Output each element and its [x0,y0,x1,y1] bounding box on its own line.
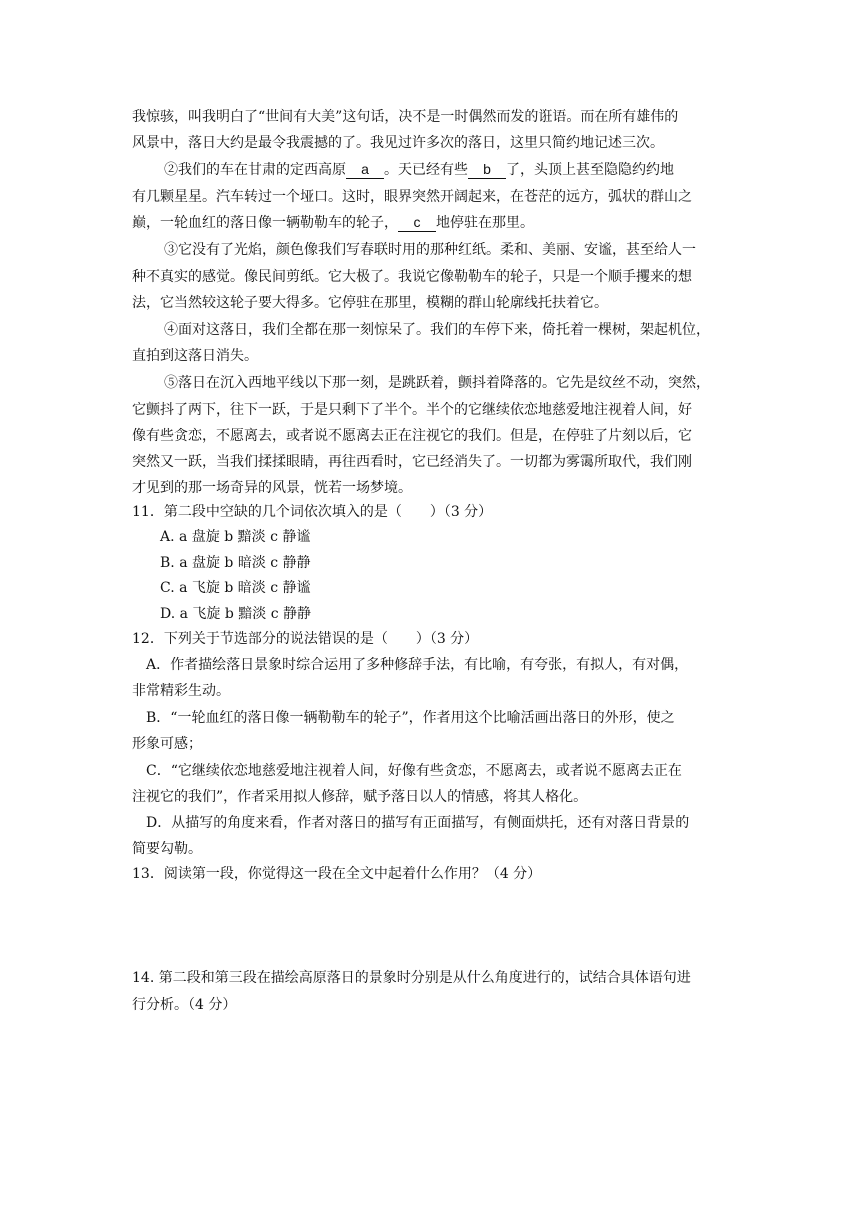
question-11-option-b: B. a 盘旋 b 暗淡 c 静静 [160,555,311,571]
question-11: 11．第二段中空缺的几个词依次填入的是（ ）（3 分） [132,504,493,520]
question-12-option-b-line-1: B．“一轮血红的落日像一辆勒勒车的轮子”，作者用这个比喻活画出落日的外形，使之 [146,710,675,726]
passage-p2-text-3: 了，头顶上甚至隐隐约约地 [506,162,674,178]
blank-a: a [346,161,384,179]
question-12-option-c-line-2: 注视它的我们”，作者采用拟人修辞，赋予落日以人的情感，将其人格化。 [132,789,588,805]
passage-p4-line-2: 直拍到这落日消失。 [132,348,258,364]
question-12-option-d-line-2: 简要勾勒。 [132,841,202,857]
passage-p2-text-1: ②我们的车在甘肃的定西高原 [164,162,346,178]
passage-p1-line-2: 风景中，落日大约是最令我震撼的了。我见过许多次的落日，这里只简约地记述三次。 [132,135,664,151]
passage-p5-line-5: 才见到的那一场奇异的风景，恍若一场梦境。 [132,480,412,496]
question-14-line-2: 行分析。（4 分） [132,997,237,1013]
passage-p1-line-1: 我惊骇，叫我明白了“世间有大美”这句话，决不是一时偶然而发的诳语。而在所有雄伟的 [132,109,679,125]
passage-p5-line-1: ⑤落日在沉入西地平线以下那一刻，是跳跃着，颤抖着降落的。它先是纹丝不动，突然， [164,375,710,391]
passage-p2-line-2: 有几颗星星。汽车转过一个垭口。这时，眼界突然开阔起来，在苍茫的远方，弧状的群山之 [132,189,692,205]
question-14-line-1: 14. 第二段和第三段在描绘高原落日的景象时分别是从什么角度进行的，试结合具体语句进 [132,970,691,986]
question-11-option-c: C. a 飞旋 b 暗淡 c 静谧 [160,580,311,596]
passage-p2-text-5: 地停驻在那里。 [436,215,534,231]
blank-c: c [398,214,436,232]
passage-p5-line-2: 它颤抖了两下，往下一跃，于是只剩下了半个。半个的它继续依恋地慈爱地注视着人间，好 [132,402,692,418]
question-12-option-a-line-2: 非常精彩生动。 [132,683,230,699]
question-12-option-b-line-2: 形象可感； [132,736,202,752]
passage-p5-line-3: 像有些贪恋，不愿离去，或者说不愿离去正在注视它的我们。但是，在停驻了片刻以后，它 [132,428,692,444]
passage-p4-line-1: ④面对这落日，我们全都在那一刻惊呆了。我们的车停下来，倚托着一棵树，架起机位， [164,322,710,338]
question-12-option-a-line-1: A．作者描绘落日景象时综合运用了多种修辞手法，有比喻，有夸张，有拟人，有对偶， [146,657,689,673]
passage-p2-text-4: 巅，一轮血红的落日像一辆勒勒车的轮子， [132,215,398,231]
question-12-option-c-line-1: C．“它继续依恋地慈爱地注视着人间，好像有些贪恋，不愿离去，或者说不愿离去正在 [146,763,682,779]
passage-p5-line-4: 突然又一跃，当我们揉揉眼睛，再往西看时，它已经消失了。一切都为雾霭所取代，我们刚 [132,454,692,470]
question-12-option-d-line-1: D．从描写的角度来看，作者对落日的描写有正面描写，有侧面烘托，还有对落日背景的 [146,815,690,831]
passage-p3-line-1: ③它没有了光焰，颜色像我们写春联时用的那种红纸。柔和、美丽、安谧，甚至给人一 [164,242,696,258]
passage-p3-line-2: 种不真实的感觉。像民间剪纸。它大极了。我说它像勒勒车的轮子，只是一个顺手攫来的想 [132,269,692,285]
question-12: 12．下列关于节选部分的说法错误的是（ ）（3 分） [132,631,479,647]
passage-p2-line-1 [164,160,764,180]
passage-p3-line-3: 法，它当然较这轮子要大得多。它停驻在那里，模糊的群山轮廓线托扶着它。 [132,295,608,311]
question-11-option-a: A. a 盘旋 b 黯淡 c 静谧 [160,529,311,545]
blank-b: b [468,161,506,179]
passage-p2-text-2: 。天已经有些 [384,162,468,178]
question-13: 13．阅读第一段，你觉得这一段在全文中起着什么作用？（4 分） [132,866,542,882]
passage-p2-line-3 [132,213,732,233]
question-11-option-d: D. a 飞旋 b 黯淡 c 静静 [160,606,312,622]
